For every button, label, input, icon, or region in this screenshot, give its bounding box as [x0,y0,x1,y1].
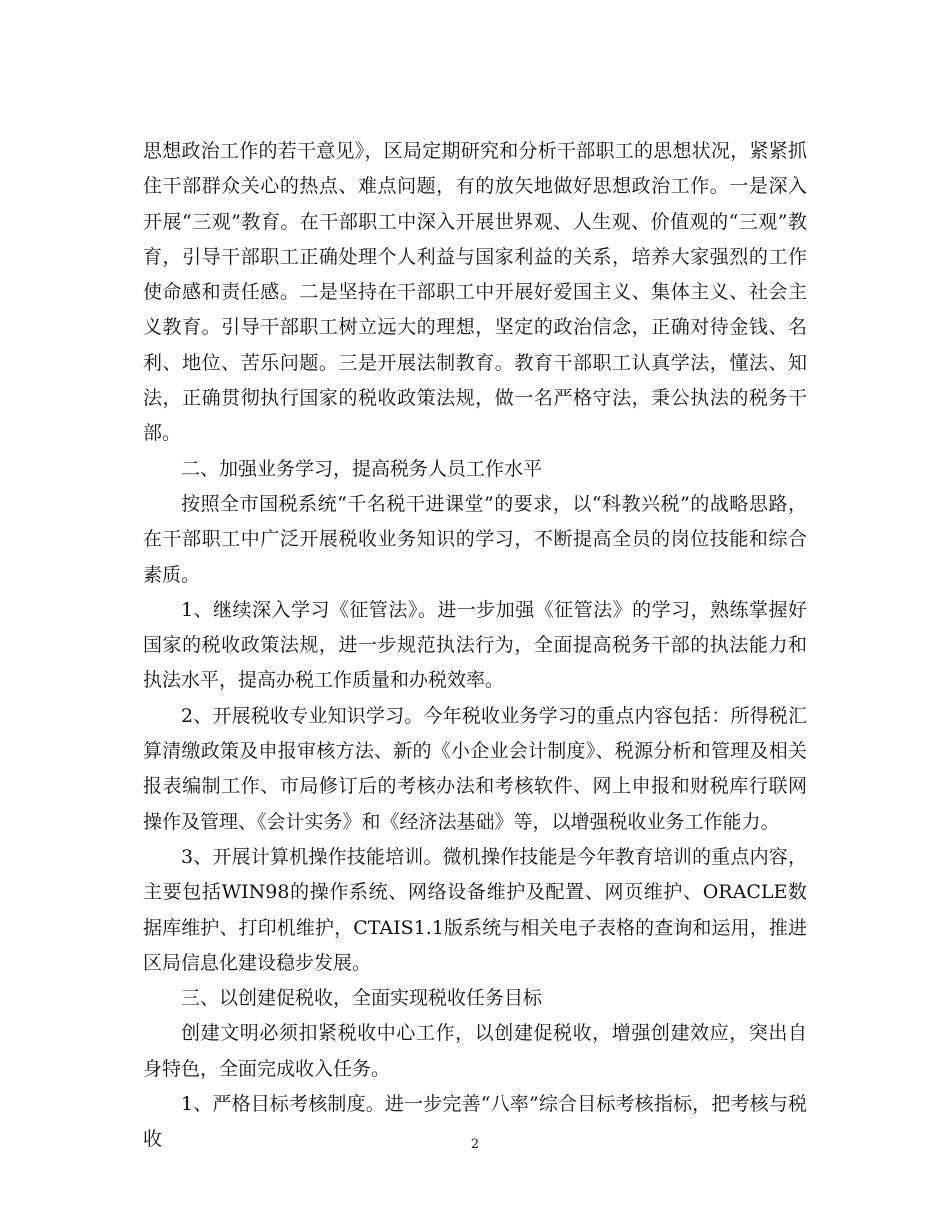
paragraph: 按照全市国税系统“千名税干进课堂”的要求，以“科教兴税”的战略思路，在干部职工中广泛开展税收业务知识的学习，不断提高全员的岗位技能和综合素质。 [143,492,807,586]
section-heading-2: 二、加强业务学习，提高税务人员工作水平 [181,457,543,480]
document-body [143,134,807,1158]
paragraph-continuation: 思想政治工作的若干意见》，区局定期研究和分析干部职工的思想状况，紧紧抓住干部群众关心的热点、难点问题，有的放矢地做好思想政治工作。一是深入开展“三观”教育。在干部职工中深入开展世界观、人生观、价值观的“三观”教育，引导干部职工正确处理个人利益与国家利益的关系，培养大家强烈的工作使命感和责任感。二是坚持在干部职工中开展好爱国主义、集体主义、社会主义教育。引导干部职工树立远大的理想，坚定的政治信念，正确对待金钱、名利、地位、苦乐问题。三是开展法制教育。教育干部职工认真学法，懂法、知法，正确贯彻执行国家的税收政策法规，做一名严格守法，秉公执法的税务干部。 [143,140,807,445]
paragraph: 2、开展税收专业知识学习。今年税收业务学习的重点内容包括：所得税汇算清缴政策及申报审核方法、新的《小企业会计制度》、税源分析和管理及相关报表编制工作、市局修订后的考核办法和考核软件、网上申报和财税库行联网操作及管理、《会计实务》和《经济法基础》等，以增强税收业务工作能力。 [143,704,807,833]
paragraph: 3、开展计算机操作技能培训。微机操作技能是今年教育培训的重点内容，主要包括WIN98的操作系统、网络设备维护及配置、网页维护、ORACLE数据库维护、打印机维护，CTAIS1.1版系统与相关电子表格的查询和运用，推进区局信息化建设稳步发展。 [143,845,807,974]
paragraph: 创建文明必须扣紧税收中心工作，以创建促税收，增强创建效应，突出自身特色，全面完成收入任务。 [143,1022,807,1080]
section-heading-3: 三、以创建促税收，全面实现税收任务目标 [181,987,543,1010]
page-number: 2 [470,1137,480,1152]
paragraph: 1、继续深入学习《征管法》。进一步加强《征管法》的学习，熟练掌握好国家的税收政策法规，进一步规范执法行为，全面提高税务干部的执法能力和执法水平，提高办税工作质量和办税效率。 [143,598,807,692]
paragraph: 1、严格目标考核制度。进一步完善“八率”综合目标考核指标，把考核与税收 [143,1093,807,1151]
